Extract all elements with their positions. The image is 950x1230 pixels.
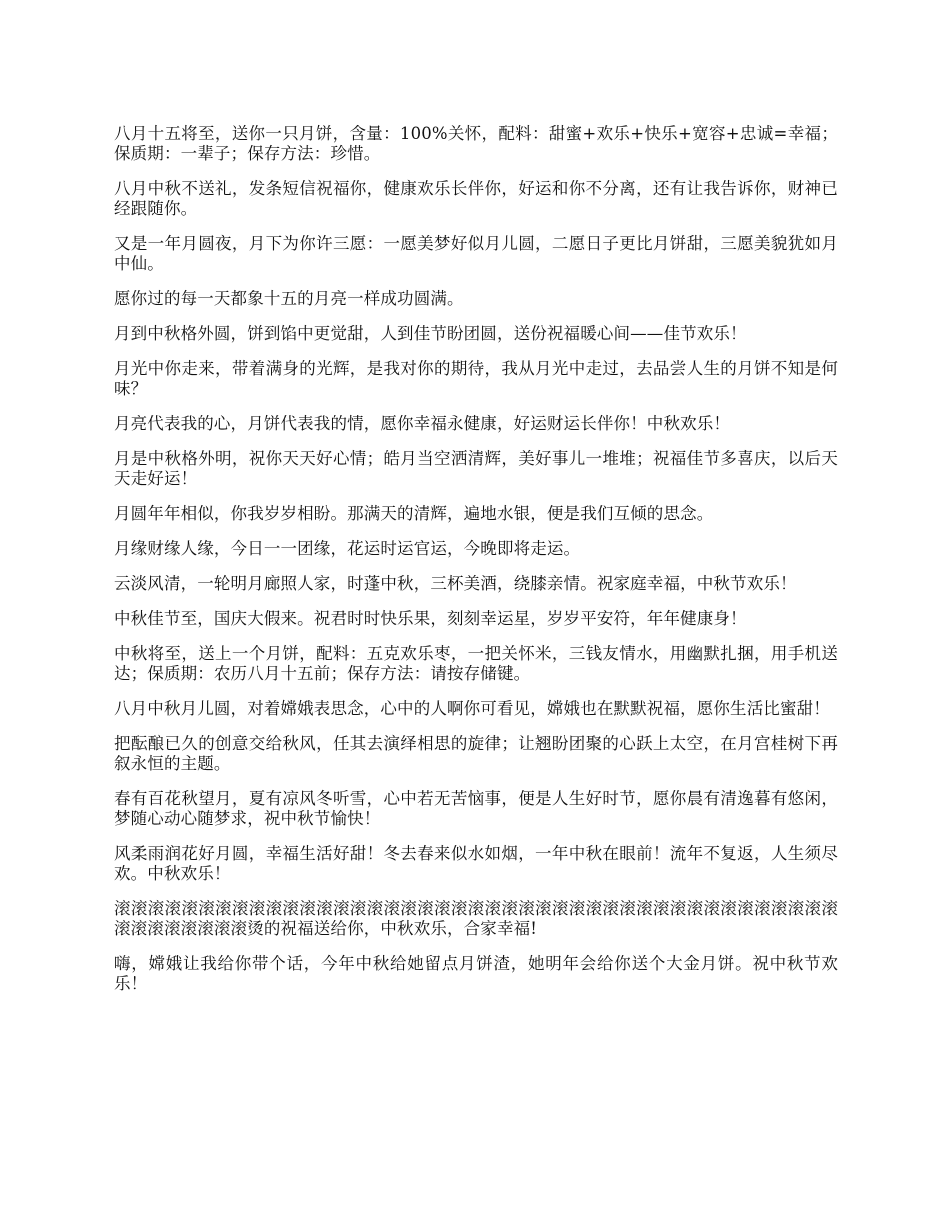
- paragraph-9: 月圆年年相似，你我岁岁相盼。那满天的清辉，遍地水银，便是我们互倾的思念。: [114, 504, 714, 523]
- paragraph-17: 风柔雨润花好月圆，幸福生活好甜！冬去春来似水如烟，一年中秋在眼前！流年不复返，人生须尽欢。中秋欢乐！: [114, 844, 838, 883]
- paragraph-15: 把酝酿已久的创意交给秋风，任其去演绎相思的旋律；让翘盼团聚的心跃上太空，在月宫桂树下再叙永恒的主题。: [114, 734, 838, 773]
- paragraph-2: 八月中秋不送礼，发条短信祝福你，健康欢乐长伴你，好运和你不分离，还有让我告诉你，财神已经跟随你。: [114, 179, 838, 218]
- paragraph-7: 月亮代表我的心，月饼代表我的情，愿你幸福永健康，好运财运长伴你！中秋欢乐！: [114, 414, 731, 433]
- paragraph-4: 愿你过的每一天都象十五的月亮一样成功圆满。: [114, 289, 464, 308]
- paragraph-1: 八月十五将至，送你一只月饼，含量：100%关怀，配料：甜蜜+欢乐+快乐+宽容+忠诚=幸福；保质期：一辈子；保存方法：珍惜。: [114, 124, 838, 163]
- paragraph-11: 云淡风清，一轮明月廊照人家，时蓬中秋，三杯美酒，绕膝亲情。祝家庭幸福，中秋节欢乐！: [114, 574, 797, 593]
- paragraph-8: 月是中秋格外明，祝你天天好心情；皓月当空洒清辉，美好事儿一堆堆；祝福佳节多喜庆，以后天天走好运！: [114, 449, 838, 488]
- paragraph-6: 月光中你走来，带着满身的光辉，是我对你的期待，我从月光中走过，去品尝人生的月饼不知是何味？: [114, 359, 838, 398]
- paragraph-12: 中秋佳节至，国庆大假来。祝君时时快乐果，刻刻幸运星，岁岁平安符，年年健康身！: [114, 609, 747, 628]
- document-body: [114, 124, 838, 1009]
- paragraph-16: 春有百花秋望月，夏有凉风冬听雪，心中若无苦恼事，便是人生好时节，愿你晨有清逸暮有悠闲，梦随心动心随梦求，祝中秋节愉快！: [114, 789, 838, 828]
- paragraph-10: 月缘财缘人缘，今日一一团缘，花运时运官运，今晚即将走运。: [114, 539, 581, 558]
- paragraph-13: 中秋将至，送上一个月饼，配料：五克欢乐枣，一把关怀米，三钱友情水，用幽默扎捆，用手机送达；保质期：农历八月十五前；保存方法：请按存储键。: [114, 644, 838, 683]
- paragraph-19: 嗨，嫦娥让我给你带个话，今年中秋给她留点月饼渣，她明年会给你送个大金月饼。祝中秋节欢乐！: [114, 954, 838, 993]
- paragraph-18: 滚滚滚滚滚滚滚滚滚滚滚滚滚滚滚滚滚滚滚滚滚滚滚滚滚滚滚滚滚滚滚滚滚滚滚滚滚滚滚滚滚滚滚滚滚滚滚滚滚滚滚烫的祝福送给你，中秋欢乐，合家幸福!: [114, 899, 838, 938]
- paragraph-14: 八月中秋月儿圆，对着嫦娥表思念，心中的人啊你可看见，嫦娥也在默默祝福，愿你生活比蜜甜！: [114, 699, 830, 718]
- paragraph-3: 又是一年月圆夜，月下为你许三愿：一愿美梦好似月儿圆，二愿日子更比月饼甜，三愿美貌犹如月中仙。: [114, 234, 838, 273]
- paragraph-5: 月到中秋格外圆，饼到馅中更觉甜，人到佳节盼团圆，送份祝福暖心间——佳节欢乐！: [114, 324, 747, 343]
